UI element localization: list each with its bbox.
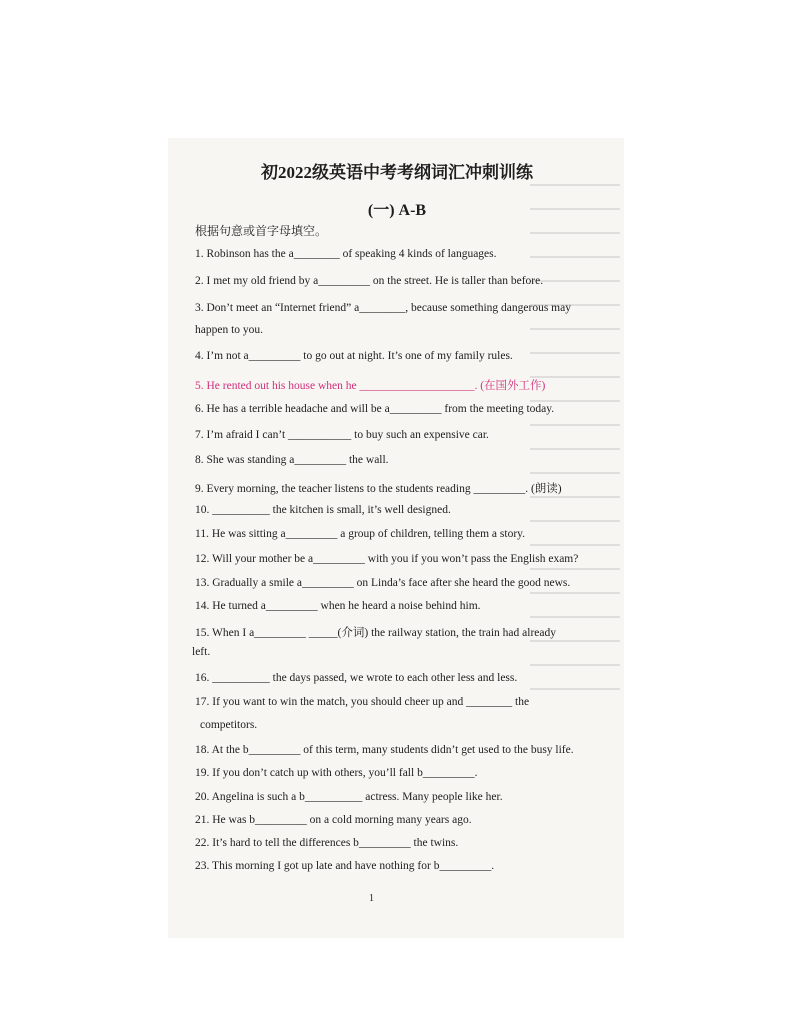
question-3: 3. Don’t meet an “Internet friend” a________, because something dangerous may	[195, 302, 571, 314]
question-23: 23. This morning I got up late and have nothing for b_________.	[195, 860, 495, 872]
question-8: 8. She was standing a_________ the wall.	[195, 454, 389, 466]
question-16: 16. __________ the days passed, we wrote to each other less and less.	[195, 672, 518, 684]
question-6: 6. He has a terrible headache and will be a_________ from the meeting today.	[195, 403, 555, 415]
question-2: 2. I met my old friend by a_________ on the street. He is taller than before.	[195, 275, 544, 287]
question-9: 9. Every morning, the teacher listens to the students reading _________. (朗读)	[195, 483, 562, 495]
instruction: 根据句意或首字母填空。	[195, 224, 328, 238]
section-heading: (一) A-B	[367, 202, 427, 219]
question-12: 12. Will your mother be a_________ with you if you won’t pass the English exam?	[195, 553, 579, 565]
question-14: 14. He turned a_________ when he heard a noise behind him.	[195, 600, 481, 612]
worksheet-title: 初2022级英语中考考纲词汇冲刺训练	[261, 163, 533, 182]
question-19: 19. If you don’t catch up with others, you’ll fall b_________.	[195, 767, 478, 779]
page-number: 1	[369, 893, 374, 904]
question-4: 4. I’m not a_________ to go out at night. It’s one of my family rules.	[195, 350, 513, 362]
question-3-continuation: happen to you.	[195, 324, 264, 336]
question-17-continuation: competitors.	[200, 719, 258, 731]
question-1: 1. Robinson has the a________ of speaking 4 kinds of languages.	[195, 248, 497, 260]
question-17: 17. If you want to win the match, you should cheer up and ________ the	[195, 696, 530, 708]
question-11: 11. He was sitting a_________ a group of children, telling them a story.	[195, 528, 526, 540]
question-18: 18. At the b_________ of this term, many students didn’t get used to the busy life.	[195, 744, 574, 756]
question-10: 10. __________ the kitchen is small, it’s well designed.	[195, 504, 451, 516]
question-7: 7. I’m afraid I can’t ___________ to buy such an expensive car.	[195, 429, 489, 441]
question-15-continuation: left.	[192, 646, 211, 658]
question-21: 21. He was b_________ on a cold morning many years ago.	[195, 814, 472, 826]
question-20: 20. Angelina is such a b__________ actress. Many people like her.	[195, 791, 503, 803]
question-22: 22. It’s hard to tell the differences b_________ the twins.	[195, 837, 459, 849]
question-13: 13. Gradually a smile a_________ on Linda’s face after she heard the good news.	[195, 577, 571, 589]
question-15: 15. When I a_________ _____(介词) the railway station, the train had already	[195, 627, 556, 639]
question-5: 5. He rented out his house when he ____________________. (在国外工作)	[195, 380, 546, 392]
